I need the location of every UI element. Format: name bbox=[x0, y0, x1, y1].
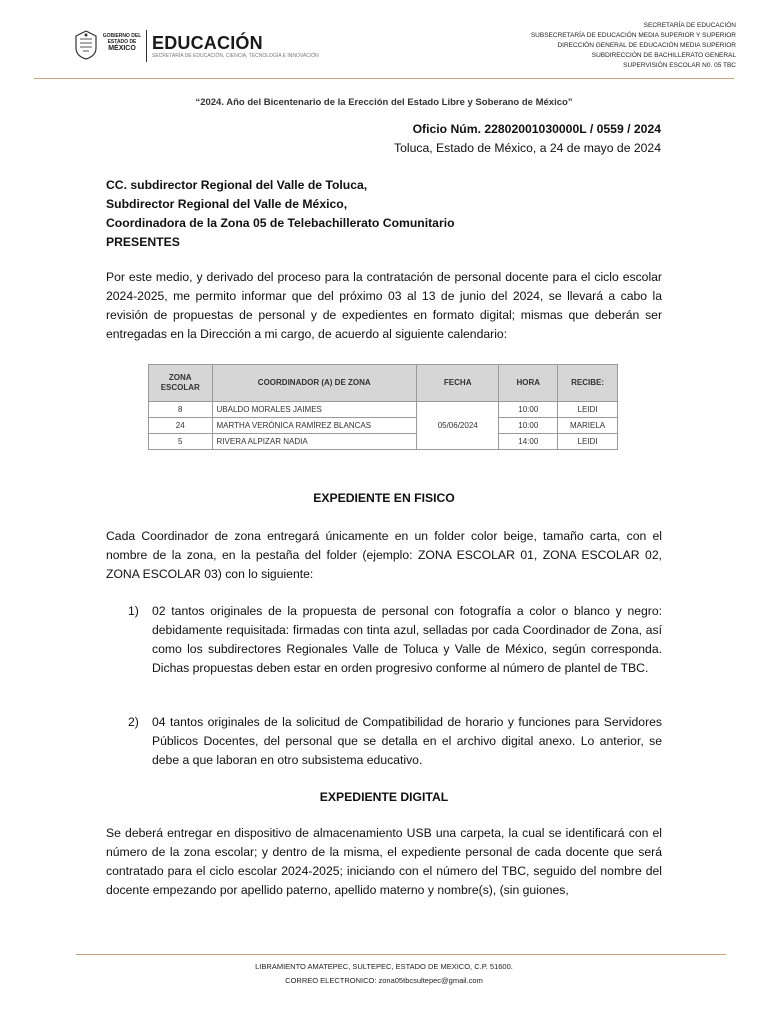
state-seal-icon bbox=[74, 30, 98, 60]
cell-fecha: 05/06/2024 bbox=[416, 402, 498, 450]
cell-coord: MARTHA VERÓNICA RAMÍREZ BLANCAS bbox=[212, 418, 416, 434]
recipients-block bbox=[106, 176, 455, 252]
department-line: DIRECCIÓN GENERAL DE EDUCACIÓN MEDIA SUPERIOR bbox=[557, 42, 736, 49]
cell-hora: 10:00 bbox=[499, 418, 558, 434]
recipient-line: Coordinadora de la Zona 05 de Telebachillerato Comunitario bbox=[106, 216, 455, 230]
col-coordinador: COORDINADOR (A) DE ZONA bbox=[212, 365, 416, 402]
col-zona: ZONA ESCOLAR bbox=[149, 365, 213, 402]
section-title-digital: EXPEDIENTE DIGITAL bbox=[319, 790, 449, 804]
footer-divider bbox=[76, 954, 726, 955]
header-divider bbox=[34, 78, 734, 79]
table-header-row bbox=[149, 365, 618, 402]
cell-zona: 8 bbox=[149, 402, 213, 418]
footer-address: LIBRAMIENTO AMATEPEC, SULTEPEC, ESTADO DE MEXICO, C.P. 51600. bbox=[255, 962, 513, 971]
schedule-table bbox=[148, 364, 618, 462]
cell-recibe: MARIELA bbox=[558, 418, 618, 434]
digital-paragraph: Se deberá entregar en dispositivo de almacenamiento USB una carpeta, la cual se identificará con el número de la zona escolar; y dentro de la misma, el expediente personal de cada docente que será contratado para el ciclo escolar 2024-2025; iniciando con el número del TBC, seguido del nombre del docente empezando por apellido paterno, apellido materno y nombre(s), (sin guiones, bbox=[106, 826, 662, 897]
government-name bbox=[102, 33, 142, 53]
list-number: 1) bbox=[128, 604, 139, 618]
gov-line-1: GOBIERNO DEL bbox=[102, 33, 142, 39]
department-line: SUBSECRETARÍA DE EDUCACIÓN MEDIA SUPERIOR Y SUPERIOR bbox=[530, 32, 736, 39]
cell-zona: 24 bbox=[149, 418, 213, 434]
government-logo bbox=[74, 30, 344, 64]
brand-title: EDUCACIÓN bbox=[152, 33, 263, 53]
physical-intro-paragraph: Cada Coordinador de zona entregará únicamente en un folder color beige, tamaño carta, con el nombre de la zona, en la pestaña del folder (ejemplo: ZONA ESCOLAR 01, ZONA ESCOLAR 02, ZONA ESCOLAR 03) con lo siguiente: bbox=[106, 529, 662, 581]
brand-subtitle: SECRETARÍA DE EDUCACIÓN, CIENCIA, TECNOLOGÍA E INNOVACIÓN bbox=[152, 53, 319, 59]
table-row bbox=[149, 418, 618, 434]
cell-recibe: LEIDI bbox=[558, 402, 618, 418]
place-date: Toluca, Estado de México, a 24 de mayo de 2024 bbox=[394, 141, 661, 155]
logo-divider bbox=[146, 30, 147, 62]
table-row bbox=[149, 434, 618, 450]
section-title-physical: EXPEDIENTE EN FISICO bbox=[313, 491, 455, 505]
department-line: SUBDIRECCIÓN DE BACHILLERATO GENERAL bbox=[591, 52, 736, 59]
col-hora: HORA bbox=[499, 365, 558, 402]
year-motto: “2024. Año del Bicentenario de la Erección del Estado Libre y Soberano de México” bbox=[195, 97, 573, 108]
recipient-line: PRESENTES bbox=[106, 235, 180, 249]
footer bbox=[0, 960, 768, 988]
gov-line-3: MÉXICO bbox=[108, 45, 136, 52]
cell-recibe: LEIDI bbox=[558, 434, 618, 450]
oficio-number: Oficio Núm. 22802001030000L / 0559 / 2024 bbox=[412, 122, 661, 136]
table-row bbox=[149, 402, 618, 418]
recipient-line: Subdirector Regional del Valle de México, bbox=[106, 197, 348, 211]
intro-paragraph: Por este medio, y derivado del proceso para la contratación de personal docente para el ciclo escolar 2024-2025, me permito informar que del próximo 03 al 13 de junio del 2024, se llevará a cabo la revisión de propuestas de personal y de expedientes en formato digital; mismas que deberán ser entregadas en la Dirección a mi cargo, de acuerdo al siguiente calendario: bbox=[106, 270, 662, 341]
cell-hora: 14:00 bbox=[499, 434, 558, 450]
gov-line-2: ESTADO DE bbox=[107, 39, 137, 45]
department-line: SUPERVISIÓN ESCOLAR N0. 05 TBC bbox=[623, 62, 736, 69]
footer-email: CORREO ELECTRONICO: zona05tbcsultepec@gmail.com bbox=[285, 976, 483, 985]
cell-zona: 5 bbox=[149, 434, 213, 450]
cell-coord: UBALDO MORALES JAIMES bbox=[212, 402, 416, 418]
list-item: 04 tantos originales de la solicitud de Compatibilidad de horario y funciones para Servidores Públicos Docentes, del personal que se detalla en el archivo digital anexo. Lo anterior, se debe a que laboran en otro subsistema educativo. bbox=[152, 715, 662, 767]
list-item: 02 tantos originales de la propuesta de personal con fotografía a color o blanco y negro: debidamente requisitada: firmadas con tinta azul, selladas por cada Coordinador de Zona, así como los subdirectores Regionales Valle de Toluca y Valle de México, según corresponda. Dichas propuestas deben estar en orden progresivo conforme al número de plantel de TBC. bbox=[152, 604, 662, 675]
col-fecha: FECHA bbox=[416, 365, 498, 402]
list-number: 2) bbox=[128, 715, 139, 729]
cell-hora: 10:00 bbox=[499, 402, 558, 418]
header-departments bbox=[531, 21, 736, 71]
recipient-line: CC. subdirector Regional del Valle de Toluca, bbox=[106, 178, 368, 192]
department-line: SECRETARÍA DE EDUCACIÓN bbox=[643, 22, 736, 29]
col-recibe: RECIBE: bbox=[558, 365, 618, 402]
cell-coord: RIVERA ALPIZAR NADIA bbox=[212, 434, 416, 450]
